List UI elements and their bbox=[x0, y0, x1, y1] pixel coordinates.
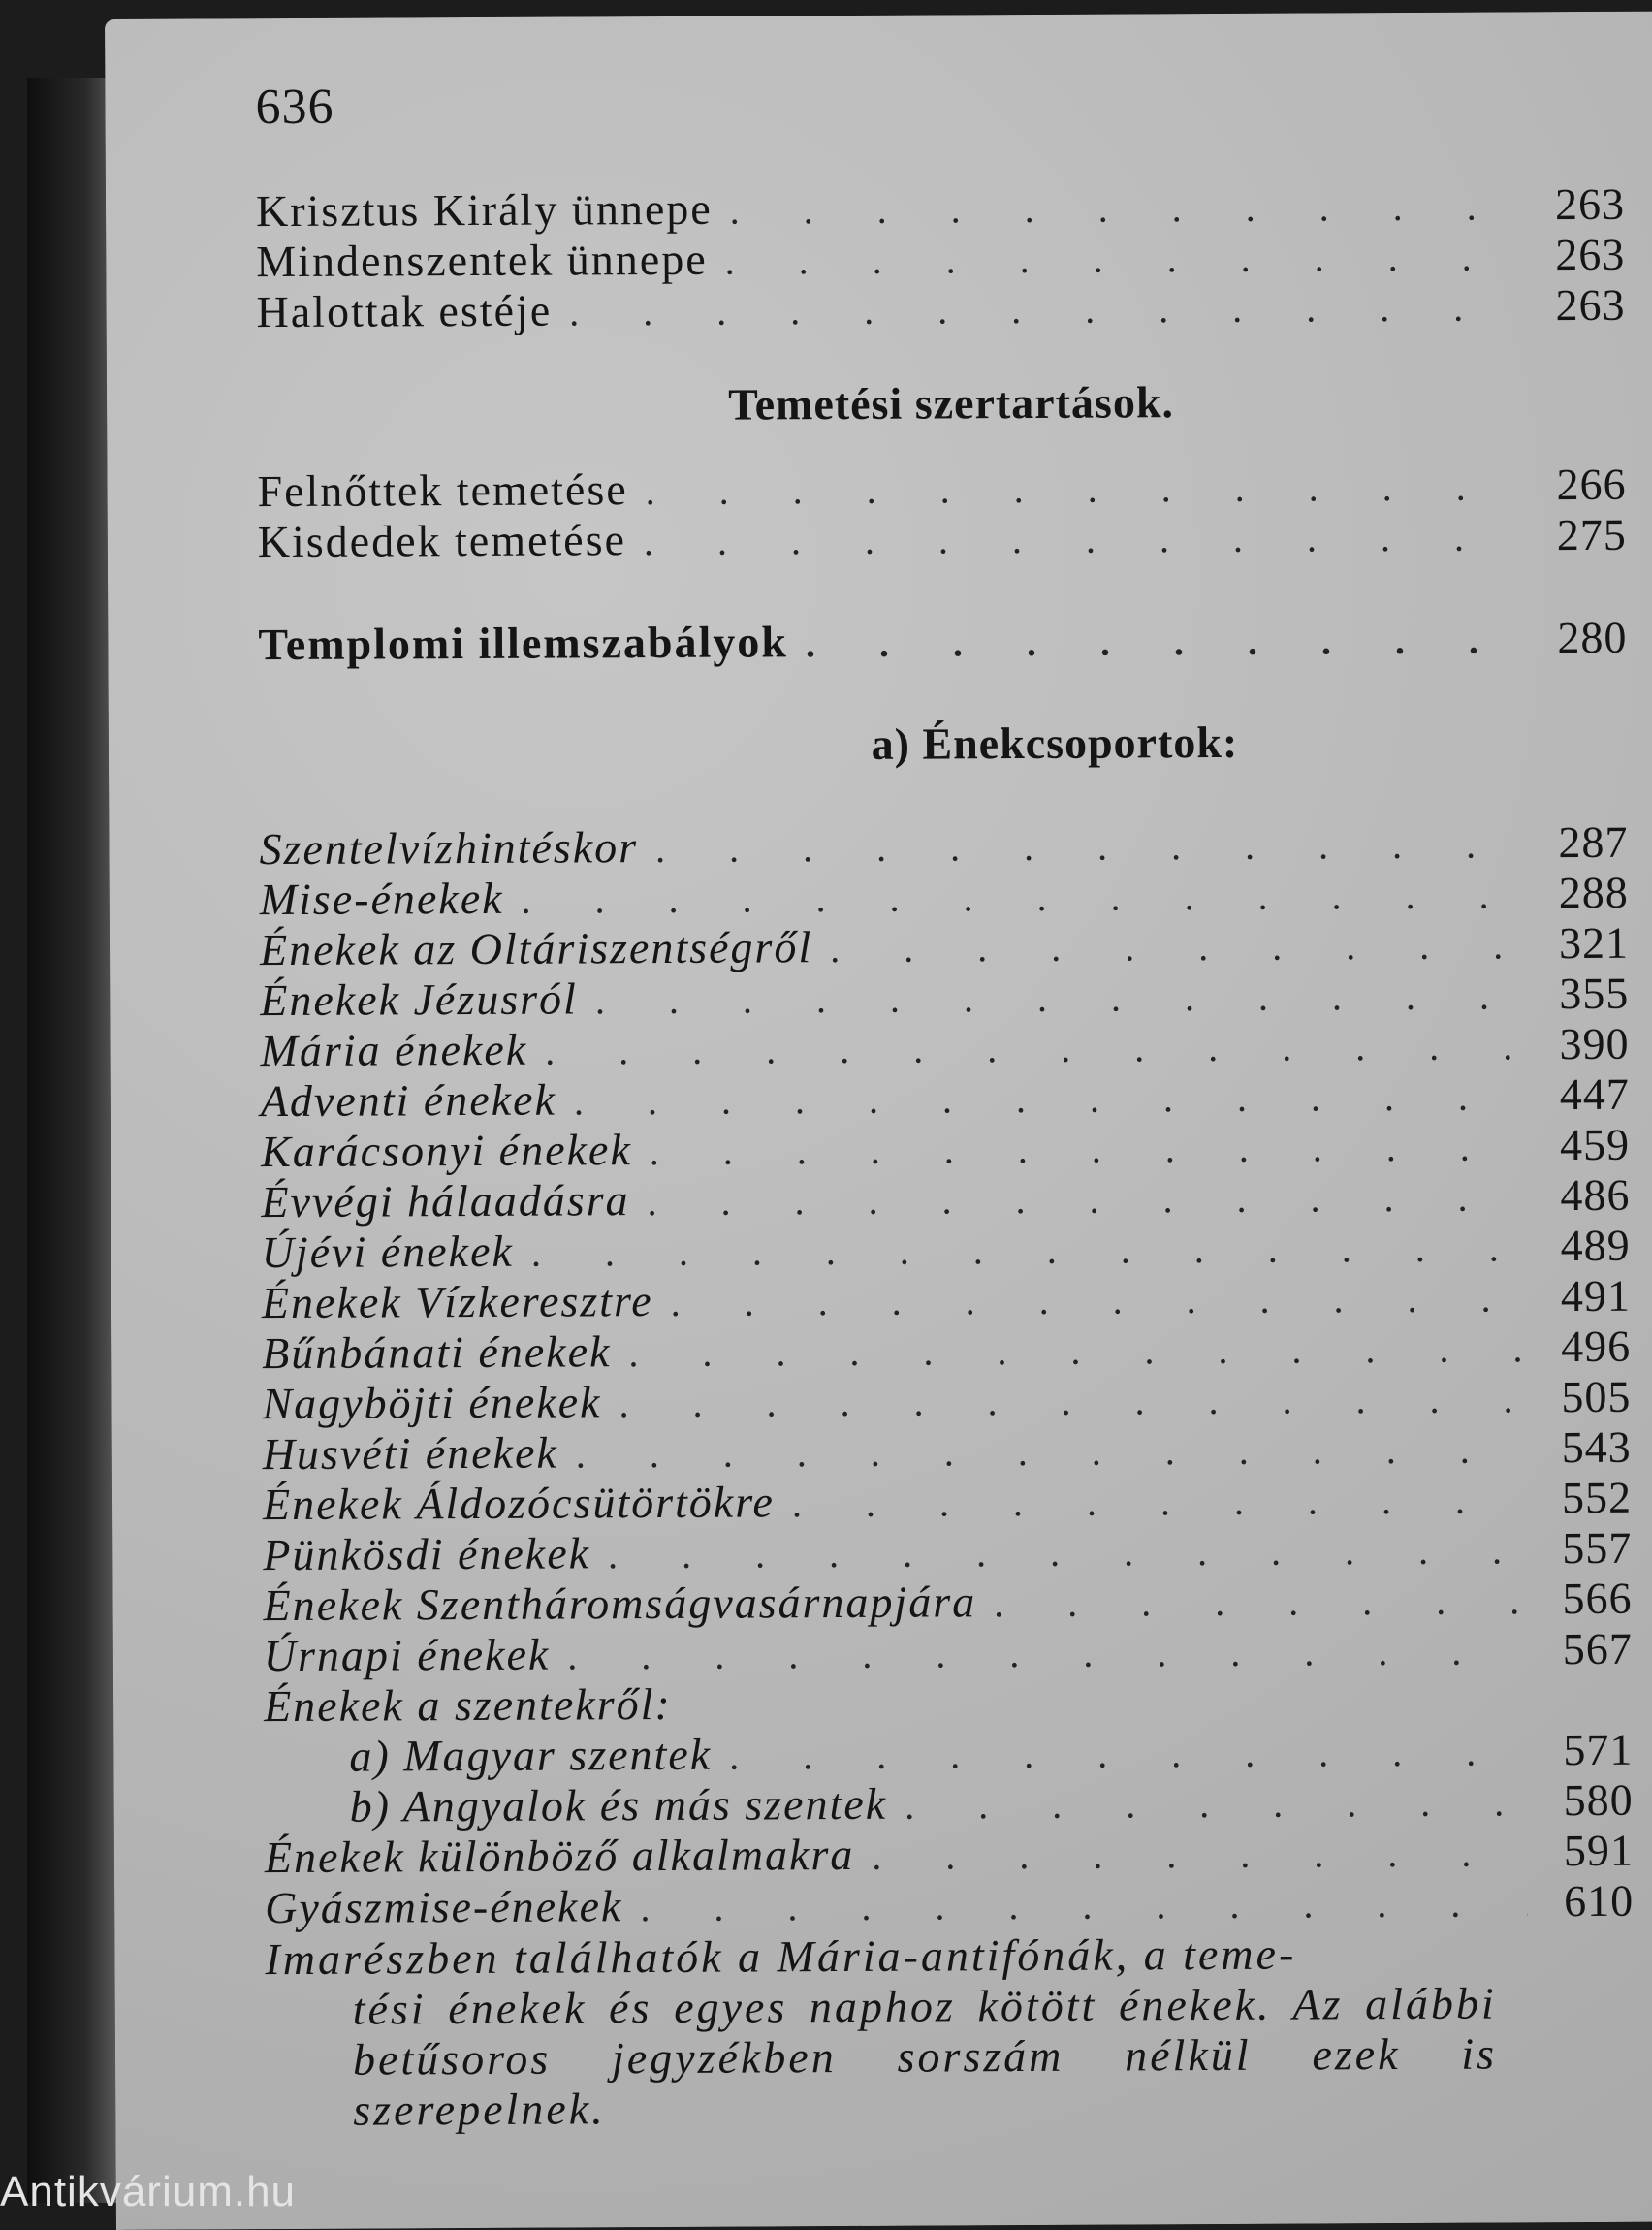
toc-row bbox=[262, 1220, 1631, 1277]
dot-leader bbox=[830, 926, 1522, 969]
toc-page: 275 bbox=[1556, 509, 1627, 560]
toc-row bbox=[262, 1371, 1631, 1428]
toc-page: 321 bbox=[1558, 917, 1630, 969]
toc-row bbox=[263, 1522, 1632, 1579]
toc-label: Halottak estéje bbox=[256, 285, 553, 337]
toc-page: 491 bbox=[1560, 1270, 1632, 1322]
dot-leader bbox=[655, 825, 1522, 869]
toc-row bbox=[260, 917, 1629, 974]
toc-page: 610 bbox=[1564, 1875, 1635, 1927]
dot-leader bbox=[628, 1329, 1524, 1373]
toc-label: Évvégi hálaadásra bbox=[261, 1175, 630, 1227]
toc-row bbox=[264, 1623, 1633, 1680]
toc-label: Felnőttek temetése bbox=[257, 464, 628, 517]
toc-content bbox=[255, 72, 1635, 2136]
dot-leader bbox=[569, 288, 1519, 332]
dot-leader bbox=[574, 1077, 1523, 1121]
dot-leader bbox=[644, 518, 1520, 561]
funeral-entries bbox=[257, 459, 1627, 566]
dot-leader bbox=[994, 1581, 1526, 1623]
toc-label: Templomi illemszabályok bbox=[258, 617, 789, 670]
toc-label: a) Magyar szentek bbox=[349, 1729, 713, 1781]
toc-label: Énekek Jézusról bbox=[260, 973, 579, 1026]
toc-page: 263 bbox=[1555, 229, 1626, 280]
toc-row bbox=[262, 1270, 1631, 1327]
dot-leader bbox=[671, 1279, 1525, 1322]
dot-leader bbox=[576, 1430, 1525, 1474]
toc-label: Nagyböjti énekek bbox=[262, 1377, 602, 1429]
toc-row bbox=[263, 1472, 1632, 1529]
toc-page: 566 bbox=[1562, 1573, 1633, 1624]
dot-leader bbox=[595, 976, 1523, 1020]
toc-row bbox=[259, 816, 1628, 874]
toc-row bbox=[261, 1119, 1630, 1176]
toc-row bbox=[263, 1421, 1632, 1479]
toc-label: Énekek az Oltáriszentségről bbox=[259, 922, 813, 975]
toc-page: 557 bbox=[1562, 1522, 1633, 1574]
toc-page: 486 bbox=[1560, 1169, 1631, 1221]
toc-page: 266 bbox=[1556, 459, 1627, 510]
dot-leader bbox=[648, 1178, 1524, 1222]
book-page bbox=[105, 12, 1652, 2230]
toc-label: Énekek Szentháromságvasárnapjára bbox=[263, 1577, 977, 1631]
song-groups-heading: a) Énekcsoportok: bbox=[871, 717, 1239, 769]
toc-label: Mária énekek bbox=[260, 1024, 528, 1076]
funeral-heading: Temetési szertartások. bbox=[728, 377, 1175, 430]
toc-row bbox=[265, 1774, 1634, 1832]
footnote-paragraph bbox=[265, 1928, 1497, 2137]
dot-leader bbox=[725, 238, 1519, 280]
dot-leader bbox=[646, 467, 1520, 511]
toc-page: 567 bbox=[1562, 1623, 1633, 1674]
toc-page: 287 bbox=[1558, 816, 1629, 868]
toc-label: Énekek a szentekről: bbox=[263, 1678, 672, 1732]
toc-label: Újévi énekek bbox=[261, 1226, 514, 1278]
toc-row bbox=[263, 1573, 1632, 1630]
toc-label: Bűnbánati énekek bbox=[262, 1326, 612, 1379]
toc-page: 505 bbox=[1561, 1371, 1632, 1422]
toc-label: Szentelvízhintéskor bbox=[259, 822, 639, 875]
toc-row bbox=[256, 279, 1625, 336]
toc-label: Úrnapi énekek bbox=[263, 1629, 551, 1681]
toc-label: Krisztus Király ünnepe bbox=[255, 183, 713, 237]
toc-label: Gyászmise-énekek bbox=[265, 1881, 623, 1933]
toc-label: Husvéti énekek bbox=[262, 1427, 558, 1480]
toc-label: Kisdedek temetése bbox=[257, 515, 627, 567]
toc-row bbox=[265, 1825, 1634, 1882]
dot-leader bbox=[608, 1531, 1525, 1575]
dot-leader bbox=[567, 1632, 1526, 1675]
toc-row bbox=[261, 1169, 1630, 1226]
toc-label: b) Angyalok és más szentek bbox=[349, 1778, 888, 1832]
toc-page: 591 bbox=[1563, 1825, 1635, 1876]
toc-page: 496 bbox=[1561, 1321, 1632, 1372]
toc-row bbox=[260, 867, 1629, 924]
toc-page: 571 bbox=[1563, 1724, 1634, 1775]
dot-leader bbox=[806, 621, 1521, 663]
dot-leader bbox=[905, 1783, 1527, 1825]
toc-row bbox=[264, 1724, 1633, 1781]
toc-row bbox=[257, 459, 1626, 516]
etiquette-row bbox=[258, 612, 1627, 669]
dot-leader bbox=[650, 1128, 1524, 1171]
toc-page: 459 bbox=[1559, 1119, 1631, 1170]
toc-page: 552 bbox=[1561, 1472, 1633, 1523]
note-continuation: tési énekek és egyes naphoz kötött énekek. Az alábbi betűsoros jegyzékben sorszám nélkül ezek is szerepelnek. bbox=[352, 1978, 1498, 2135]
toc-row bbox=[260, 968, 1629, 1025]
toc-label: Énekek Áldozócsütörtökre bbox=[262, 1477, 776, 1530]
toc-row bbox=[258, 509, 1627, 566]
toc-page: 489 bbox=[1560, 1220, 1631, 1271]
dot-leader bbox=[872, 1833, 1527, 1876]
toc-page: 288 bbox=[1558, 867, 1629, 918]
toc-page: 447 bbox=[1559, 1068, 1630, 1120]
page-number: 636 bbox=[255, 79, 334, 136]
dot-leader bbox=[730, 187, 1519, 230]
watermark: Antikvárium.hu bbox=[0, 2168, 297, 2215]
dot-leader bbox=[619, 1380, 1524, 1423]
toc-label: Énekek különböző alkalmakra bbox=[264, 1829, 855, 1883]
toc-row bbox=[261, 1068, 1630, 1126]
dot-leader bbox=[792, 1481, 1525, 1523]
toc-label: Mindenszentek ünnepe bbox=[256, 234, 708, 287]
toc-row bbox=[262, 1321, 1631, 1378]
toc-page: 580 bbox=[1563, 1774, 1634, 1826]
toc-label: Mise-énekek bbox=[259, 873, 504, 925]
toc-label: Énekek Vízkeresztre bbox=[261, 1276, 653, 1328]
toc-page: 263 bbox=[1555, 279, 1626, 331]
dot-leader bbox=[729, 1733, 1526, 1775]
dot-leader bbox=[531, 1228, 1524, 1272]
dot-leader bbox=[521, 876, 1521, 919]
toc-row bbox=[260, 1018, 1629, 1075]
toc-page: 263 bbox=[1554, 178, 1626, 230]
dot-leader bbox=[640, 1884, 1527, 1927]
toc-page: 280 bbox=[1557, 612, 1628, 663]
toc-page: 390 bbox=[1559, 1018, 1630, 1069]
toc-page: 355 bbox=[1559, 968, 1630, 1019]
toc-label: Pünkösdi énekek bbox=[263, 1528, 591, 1580]
note-first-line: Imarészben találhatók a Mária-antifónák, a teme- bbox=[265, 1928, 1297, 1985]
toc-row bbox=[265, 1875, 1634, 1932]
saints-heading bbox=[264, 1673, 1633, 1731]
toc-page: 543 bbox=[1561, 1421, 1632, 1473]
toc-label: Adventi énekek bbox=[260, 1074, 557, 1127]
song-entries bbox=[259, 816, 1633, 1680]
toc-row bbox=[256, 229, 1625, 286]
toc-label: Karácsonyi énekek bbox=[260, 1125, 632, 1177]
toc-row bbox=[256, 178, 1625, 236]
dot-leader bbox=[545, 1027, 1523, 1070]
top-entries bbox=[256, 178, 1626, 336]
